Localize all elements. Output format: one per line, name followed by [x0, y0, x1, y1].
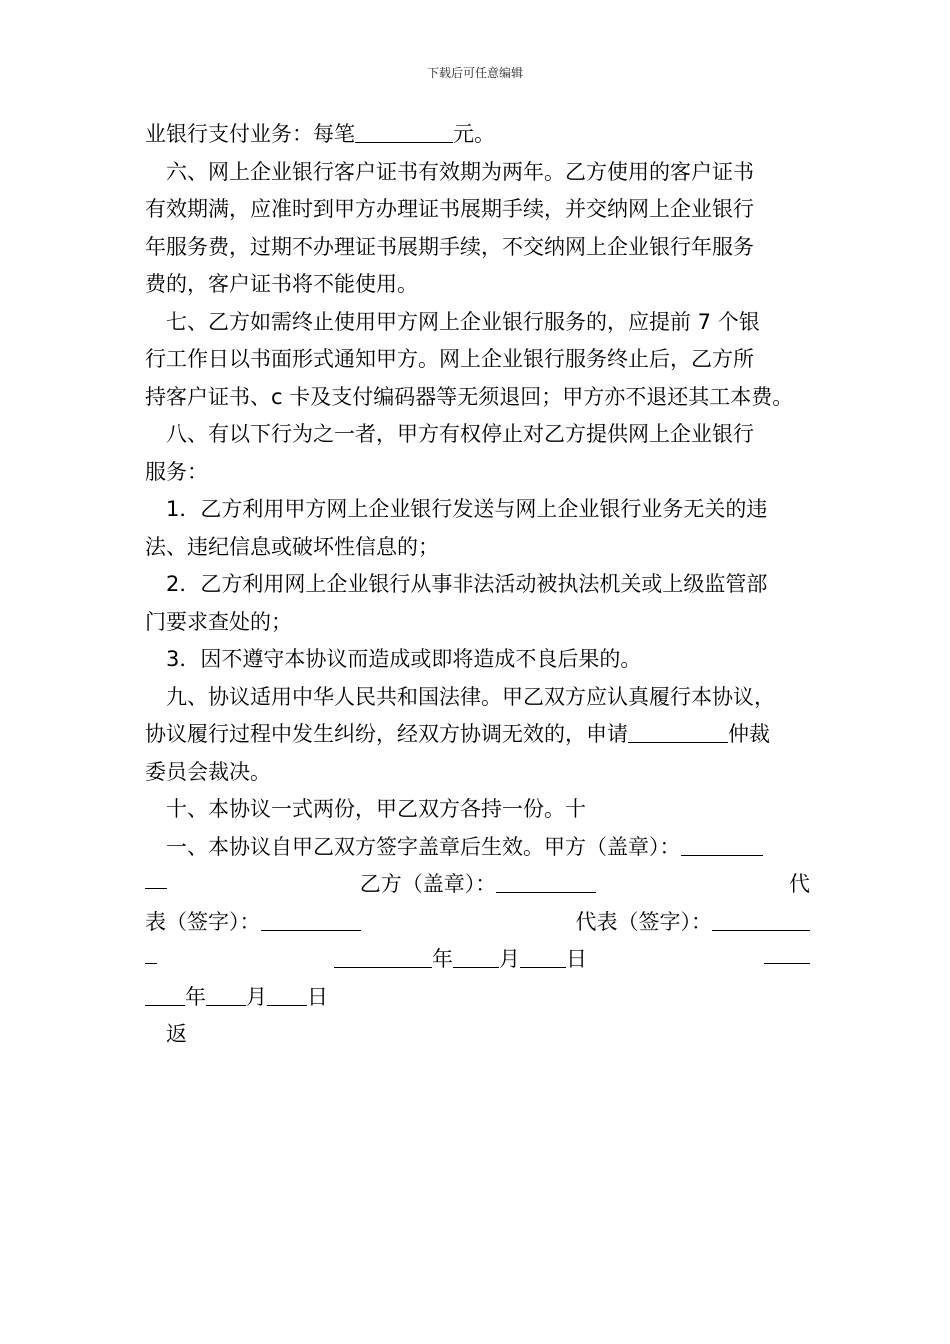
item-1-line-1: 1．乙方利用甲方网上企业银行发送与网上企业银行业务无关的违 [166, 497, 768, 521]
clause-7-line-2: 行工作日以书面形式通知甲方。网上企业银行服务终止后，乙方所 [145, 347, 754, 371]
item-3: 3．因不遵守本协议而造成或即将造成不良后果的。 [166, 647, 642, 671]
return-link-text: 返 [166, 1022, 187, 1046]
date-b-year-blank [764, 941, 810, 964]
document-body [145, 116, 810, 1054]
arbitration-blank [628, 720, 728, 743]
rep-a-sign-blank [261, 908, 361, 931]
rep-b-sign-blank [712, 908, 810, 931]
date-b-year-blank-cont [145, 983, 185, 1006]
clause-6-line-2: 有效期满，应准时到甲方办理证书展期手续，并交纳网上企业银行 [145, 197, 754, 221]
item-2-line-2: 门要求查处的； [145, 609, 292, 634]
clause-6-line-4: 费的，客户证书将不能使用。 [145, 272, 418, 296]
date-line-1: 年 月 日 [145, 941, 810, 979]
date-b-day-blank [267, 983, 307, 1006]
item-1-line-2: 法、违纪信息或破坏性信息的； [145, 534, 439, 559]
item-2-line-1: 2．乙方利用网上企业银行从事非法活动被执法机关或上级监管部 [166, 572, 768, 596]
date-a-month-blank [453, 945, 499, 968]
clause-6-line-1: 六、网上企业银行客户证书有效期为两年。乙方使用的客户证书 [166, 159, 754, 184]
clause-8-line-2: 服务： [145, 459, 208, 484]
line-payment-fee: 业银行支付业务：每笔 元。 [145, 122, 495, 146]
date-a-day-blank [520, 945, 566, 968]
clause-6-line-3: 年服务费，过期不办理证书展期手续，不交纳网上企业银行年服务 [145, 234, 754, 259]
clause-10: 十、本协议一式两份，甲乙双方各持一份。十 [166, 797, 586, 821]
clause-9-line-2: 协议履行过程中发生纠纷，经双方协调无效的，申请 仲裁 [145, 722, 770, 746]
party-a-seal-blank-cont [145, 866, 167, 889]
date-b-month-blank [206, 983, 246, 1006]
clause-7-line-1: 七、乙方如需终止使用甲方网上企业银行服务的，应提前 7 个银 [166, 309, 760, 334]
page-header: 下载后可任意编辑 [426, 66, 523, 80]
fee-blank [355, 120, 453, 143]
rep-b-sign-blank-cont [145, 941, 157, 964]
clause-9-line-1: 九、协议适用中华人民共和国法律。甲乙双方应认真履行本协议， [166, 684, 775, 709]
signature-line-party-b: 乙方（盖章）： 代 [145, 866, 810, 904]
clause-9-line-3: 委员会裁决。 [145, 759, 271, 784]
clause-11-line-1: 一、本协议自甲乙双方签字盖章后生效。甲方（盖章）： [145, 829, 810, 867]
clause-7-line-3: 持客户证书、c 卡及支付编码器等无须退回；甲方亦不退还其工本费。 [145, 384, 794, 409]
party-a-seal-blank [681, 833, 763, 856]
date-a-year-blank [334, 945, 432, 968]
clause-8-line-1: 八、有以下行为之一者，甲方有权停止对乙方提供网上企业银行 [166, 422, 754, 446]
signature-line-reps: 表（签字）： 代表（签字）： [145, 904, 810, 942]
party-b-seal-blank [496, 870, 596, 893]
date-line-2: 年 月 日 [145, 979, 810, 1017]
